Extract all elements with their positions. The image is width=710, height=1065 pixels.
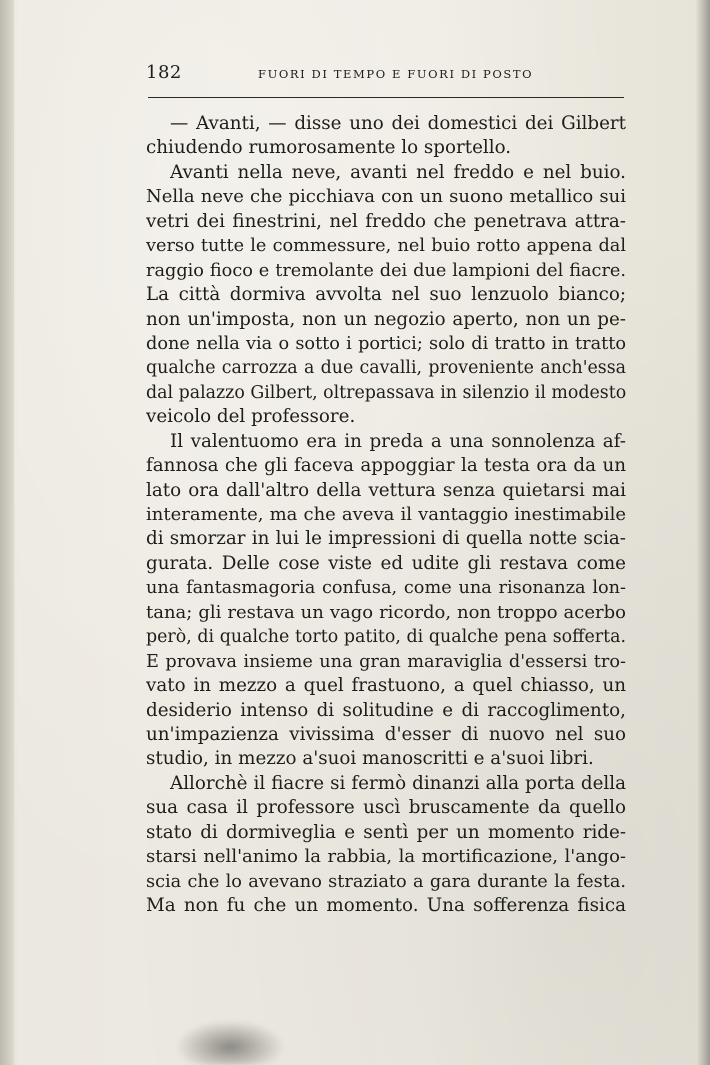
text-line: — Avanti, — disse uno dei domestici dei Gilbert bbox=[170, 113, 626, 134]
text-line: Il valentuomo era in preda a una sonnolenza af- bbox=[170, 430, 626, 452]
text-line: desiderio intenso di solitudine e di raccoglimento, bbox=[146, 699, 626, 721]
text-line: qualche carrozza a due cavalli, proveniente anch'essa bbox=[146, 358, 626, 379]
text-line: stato di dormiveglia e sentì per un momento ride- bbox=[146, 821, 626, 843]
text-line: Ma non fu che un momento. Una sofferenza fisica bbox=[146, 895, 626, 916]
text-line: chiudendo rumorosamente lo sportello. bbox=[146, 137, 512, 159]
text-line: un'impazienza vivissima d'esser di nuovo nel suo bbox=[146, 723, 626, 745]
text-line: veicolo del professore. bbox=[146, 406, 356, 428]
text-line: gurata. Delle cose viste ed udite gli restava come bbox=[146, 552, 626, 574]
text-line: verso tutte le commessure, nel buio rotto appena dal bbox=[146, 236, 626, 257]
text-line: vato in mezzo a quel frastuono, a quel chiasso, un bbox=[146, 675, 626, 697]
page-right-edge-shadow bbox=[696, 0, 710, 1065]
text-line: starsi nell'animo la rabbia, la mortificazione, l'ango- bbox=[146, 846, 626, 868]
text-line: fannosa che gli faceva appoggiar la testa ora da un bbox=[146, 455, 626, 477]
text-line: dal palazzo Gilbert, oltrepassava in silenzio il modesto bbox=[146, 382, 626, 403]
text-line: Avanti nella neve, avanti nel freddo e nel buio. bbox=[170, 161, 626, 183]
text-line: una fantasmagoria confusa, come una risonanza lon- bbox=[146, 578, 626, 599]
text-line: di smorzar in lui le impressioni di quella notte scia- bbox=[146, 528, 626, 550]
body-text bbox=[146, 112, 626, 918]
text-line: E provava insieme una gran maraviglia d'essersi tro- bbox=[146, 651, 626, 672]
text-line: scia che lo avevano straziato a gara durante la festa. bbox=[146, 871, 626, 892]
text-line: però, di qualche torto patito, di qualche pena sofferta. bbox=[146, 627, 626, 648]
ink-smudge-mark bbox=[175, 1020, 285, 1065]
text-line: interamente, ma che aveva il vantaggio inestimabile bbox=[146, 504, 626, 525]
text-line: tana; gli restava un vago ricordo, non troppo acerbo bbox=[146, 601, 626, 623]
page-left-edge-shadow bbox=[0, 0, 14, 1065]
text-line: sua casa il professore uscì bruscamente da quello bbox=[146, 797, 626, 819]
text-line: Allorchè il fiacre si fermò dinanzi alla porta della bbox=[170, 772, 626, 794]
text-line: raggio fioco e tremolante dei due lampioni del fiacre. bbox=[146, 260, 626, 281]
page-number: 182 bbox=[146, 62, 182, 83]
text-line: Nella neve che picchiava con un suono metallico sui bbox=[146, 186, 626, 208]
header-rule bbox=[148, 97, 624, 98]
running-title: FUORI DI TEMPO E FUORI DI POSTO bbox=[258, 67, 534, 81]
text-line: done nella via o sotto i portici; solo di tratto in tratto bbox=[146, 333, 626, 354]
text-line: La città dormiva avvolta nel suo lenzuolo bianco; bbox=[146, 284, 626, 306]
text-line: lato ora dall'altro della vettura senza quietarsi mai bbox=[146, 479, 626, 501]
text-line: studio, in mezzo a'suoi manoscritti e a'suoi libri. bbox=[146, 748, 594, 770]
text-line: vetri dei finestrini, nel freddo che penetrava attra- bbox=[146, 210, 626, 232]
page-header bbox=[146, 62, 624, 86]
text-line: non un'imposta, non un negozio aperto, non un pe- bbox=[146, 308, 626, 330]
